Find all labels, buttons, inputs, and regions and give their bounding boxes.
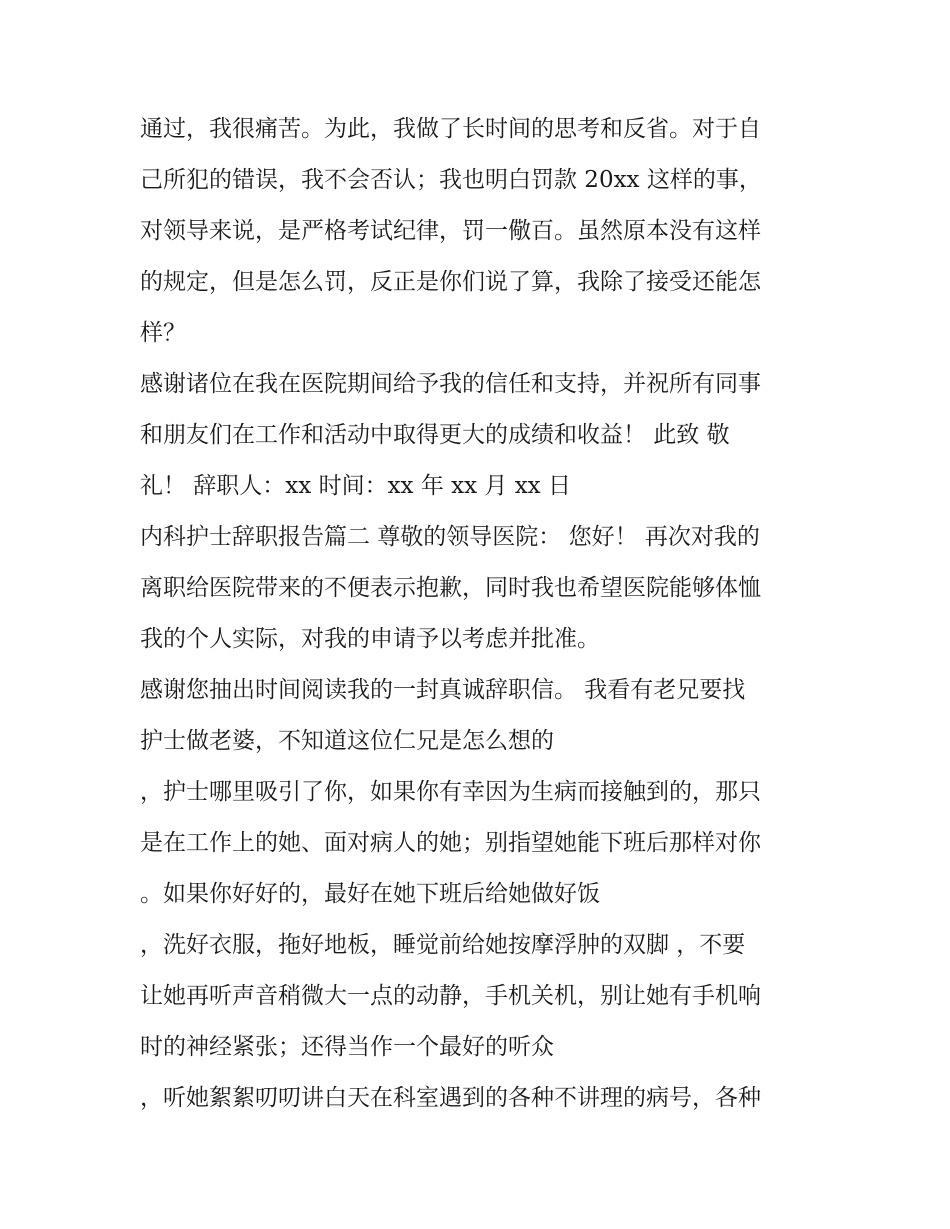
text-line: 是在工作上的她、面对病人的她；别指望她能下班后那样对你: [140, 830, 761, 856]
text-line: 感谢您抽出时间阅读我的一封真诚辞职信。 我看有老兄要找: [140, 677, 746, 703]
text-line: 离职给医院带来的不便表示抱歉，同时我也希望医院能够体恤: [140, 575, 761, 601]
body-text: [140, 104, 820, 1124]
text-line: ，洗好衣服，拖好地板，睡觉前给她按摩浮肿的双脚 ，不要: [140, 932, 746, 958]
text-line: 和朋友们在工作和活动中取得更大的成绩和收益！ 此致 敬: [140, 422, 730, 448]
text-line: 的规定，但是怎么罚，反正是你们说了算，我除了接受还能怎: [140, 269, 761, 295]
text-line: 我的个人实际，对我的申请予以考虑并批准。: [140, 626, 600, 652]
text-line: 让她再听声音稍微大一点的动静，手机关机，别让她有手机响: [140, 983, 761, 1009]
text-line: 。如果你好好的，最好在她下班后给她做好饭: [140, 881, 600, 907]
text-line: 护士做老婆，不知道这位仁兄是怎么想的: [140, 728, 554, 754]
text-line: 感谢诸位在我在医院期间给予我的信任和支持，并祝所有同事: [140, 371, 761, 397]
text-line: 礼！ 辞职人：xx 时间：xx 年 xx 月 xx 日: [140, 473, 571, 499]
text-line: 己所犯的错误，我不会否认；我也明白罚款 20xx 这样的事，: [140, 167, 762, 193]
text-line: 对领导来说，是严格考试纪律，罚一儆百。虽然原本没有这样: [140, 218, 761, 244]
text-line: 内科护士辞职报告篇二 尊敬的领导医院： 您好！ 再次对我的: [140, 524, 760, 550]
text-line: 通过，我很痛苦。为此，我做了长时间的思考和反省。对于自: [140, 116, 761, 142]
text-line: 样？: [140, 320, 186, 346]
text-line: 时的神经紧张；还得当作一个最好的听众: [140, 1034, 554, 1060]
text-line: ，护士哪里吸引了你，如果你有幸因为生病而接触到的，那只: [140, 779, 761, 805]
text-line: ，听她絮絮叨叨讲白天在科室遇到的各种不讲理的病号，各种: [140, 1085, 761, 1111]
